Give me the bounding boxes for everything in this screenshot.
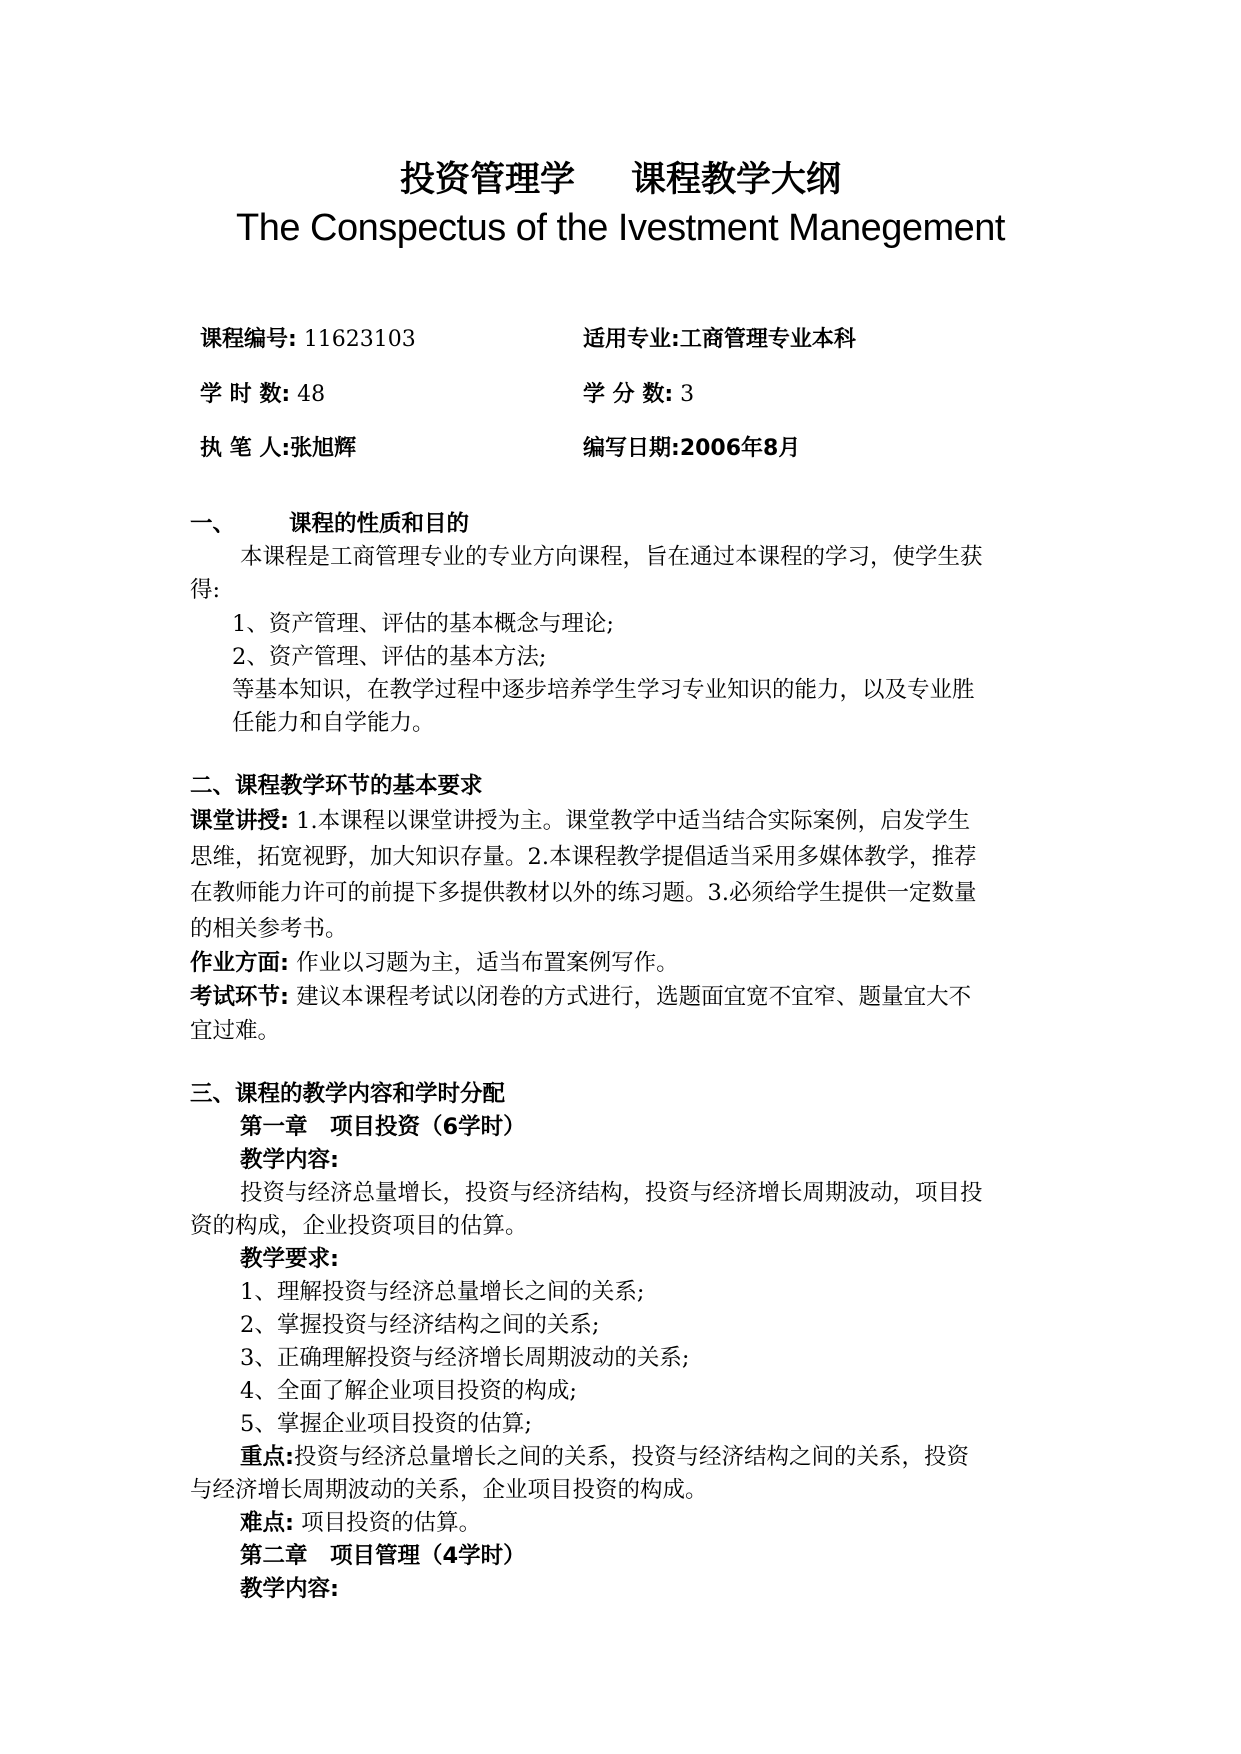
title-course-name: 投资管理学 xyxy=(399,160,575,200)
chapter1-req1: 1、理解投资与经济总量增长之间的关系; xyxy=(240,1279,645,1305)
section2-homework xyxy=(190,945,679,977)
chapter1-content-label: 教学内容: xyxy=(240,1147,339,1173)
section1-p2-line2: 任能力和自学能力。 xyxy=(232,710,435,736)
section1-heading xyxy=(190,506,469,538)
meta-author-label: 执 笔 人: xyxy=(200,436,291,461)
chapter1-req4: 4、全面了解企业项目投资的构成; xyxy=(240,1378,577,1404)
meta-course-no-value: 11623103 xyxy=(303,327,416,352)
section2-lecture-line1 xyxy=(190,803,970,835)
section1-number: 一、 xyxy=(190,511,236,537)
section1-item2: 2、资产管理、评估的基本方法; xyxy=(232,644,547,670)
homework-text: 作业以习题为主，适当布置案例写作。 xyxy=(296,950,679,976)
meta-author-value: 张旭辉 xyxy=(290,436,357,461)
chapter2-title: 第二章 项目管理（4学时） xyxy=(240,1543,526,1569)
title-english: The Conspectus of the Ivestment Manegement xyxy=(236,207,1005,249)
meta-course-no-label: 课程编号: xyxy=(200,327,297,352)
chapter1-content-line1: 投资与经济总量增长，投资与经济结构，投资与经济增长周期波动，项目投 xyxy=(240,1180,983,1206)
section3-heading: 三、课程的教学内容和学时分配 xyxy=(190,1081,506,1107)
chapter2-content-label: 教学内容: xyxy=(240,1576,339,1602)
section2-exam-line2: 宜过难。 xyxy=(190,1018,281,1044)
exam-text1: 建议本课程考试以闭卷的方式进行，选题面宜宽不宜窄、题量宜大不 xyxy=(296,984,972,1010)
chapter1-req2: 2、掌握投资与经济结构之间的关系; xyxy=(240,1312,600,1338)
key-text1: 投资与经济总量增长之间的关系，投资与经济结构之间的关系，投资 xyxy=(294,1444,970,1470)
meta-date-label: 编写日期: xyxy=(583,436,680,461)
meta-course-no xyxy=(200,322,416,353)
section1-p2-line1: 等基本知识，在教学过程中逐步培养学生学习专业知识的能力，以及专业胜 xyxy=(232,677,975,703)
chapter1-difficulty xyxy=(240,1505,481,1537)
lecture-text1: 1.本课程以课堂讲授为主。课堂教学中适当结合实际案例，启发学生 xyxy=(296,808,971,834)
exam-label: 考试环节: xyxy=(190,984,289,1010)
meta-hours xyxy=(200,377,325,408)
chapter1-title: 第一章 项目投资（6学时） xyxy=(240,1114,526,1140)
homework-label: 作业方面: xyxy=(190,950,289,976)
chapter1-req3: 3、正确理解投资与经济增长周期波动的关系; xyxy=(240,1345,690,1371)
section2-heading: 二、课程教学环节的基本要求 xyxy=(190,773,483,799)
difficulty-text: 项目投资的估算。 xyxy=(301,1510,482,1536)
chapter1-content-line2: 资的构成，企业投资项目的估算。 xyxy=(190,1213,528,1239)
meta-credits-value: 3 xyxy=(680,382,695,407)
meta-credits xyxy=(583,377,694,408)
meta-date-value: 2006年8月 xyxy=(679,436,801,461)
section1-p1-line1: 本课程是工商管理专业的专业方向课程，旨在通过本课程的学习，使学生获 xyxy=(240,544,983,570)
section2-lecture-line3: 在教师能力许可的前提下多提供教材以外的练习题。3.必须给学生提供一定数量 xyxy=(190,880,977,906)
title-chinese xyxy=(0,152,1241,202)
section1-p1-line2: 得: xyxy=(190,577,221,603)
section2-exam-line1 xyxy=(190,979,971,1011)
meta-credits-label: 学 分 数: xyxy=(583,382,674,407)
section1-title: 课程的性质和目的 xyxy=(289,511,470,537)
chapter1-key-line1 xyxy=(240,1439,969,1471)
meta-major-label: 适用专业: xyxy=(583,327,680,352)
chapter1-req5: 5、掌握企业项目投资的估算; xyxy=(240,1411,532,1437)
meta-date xyxy=(583,431,800,462)
meta-hours-value: 48 xyxy=(297,382,326,407)
lecture-label: 课堂讲授: xyxy=(190,808,289,834)
difficulty-label: 难点: xyxy=(240,1510,294,1536)
meta-major-value: 工商管理专业本科 xyxy=(679,327,856,352)
section2-lecture-line2: 思维，拓宽视野，加大知识存量。2.本课程教学提倡适当采用多媒体教学，推荐 xyxy=(190,844,977,870)
meta-hours-label: 学 时 数: xyxy=(200,382,291,407)
meta-major xyxy=(583,322,856,353)
section2-lecture-line4: 的相关参考书。 xyxy=(190,916,348,942)
key-label: 重点: xyxy=(240,1444,294,1470)
meta-author xyxy=(200,431,356,462)
title-syllabus: 课程教学大纲 xyxy=(631,160,842,200)
chapter1-key-line2: 与经济增长周期波动的关系，企业项目投资的构成。 xyxy=(190,1477,708,1503)
chapter1-req-label: 教学要求: xyxy=(240,1246,339,1272)
section1-item1: 1、资产管理、评估的基本概念与理论; xyxy=(232,611,614,637)
